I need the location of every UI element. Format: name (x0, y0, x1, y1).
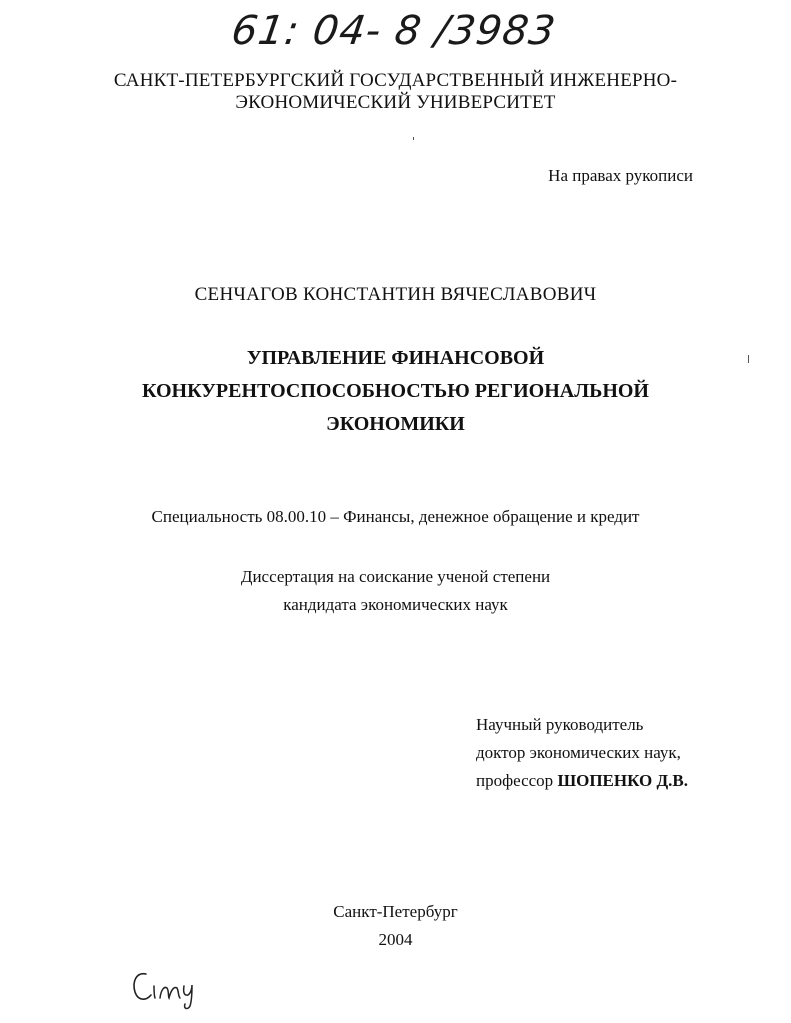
author-name: СЕНЧАГОВ КОНСТАНТИН ВЯЧЕСЛАВОВИЧ (194, 284, 597, 305)
year: 2004 (378, 930, 413, 949)
dissertation-title (0, 342, 791, 441)
supervisor-block (476, 711, 688, 795)
university-name (0, 70, 791, 114)
specialty: Специальность 08.00.10 – Финансы, денежное обращение и кредит (151, 507, 640, 526)
title-line-2: КОНКУРЕНТОСПОСОБНОСТЬЮ РЕГИОНАЛЬНОЙ (142, 380, 649, 402)
handwritten-signature (130, 968, 200, 1012)
place-and-year (0, 898, 791, 954)
supervisor-rank: профессор (476, 771, 558, 790)
rights-notice: На правах рукописи (548, 166, 693, 185)
scan-speck (413, 137, 414, 140)
supervisor-name: ШОПЕНКО Д.В. (557, 771, 689, 790)
scan-speck (748, 355, 749, 363)
university-name-line-1: САНКТ-ПЕТЕРБУРГСКИЙ ГОСУДАРСТВЕННЫЙ ИНЖЕНЕРНО- (113, 70, 678, 91)
degree-statement (0, 563, 791, 619)
handwritten-archive-code: 61: 04- 8 /3983 (228, 8, 559, 54)
university-name-line-2: ЭКОНОМИЧЕСКИЙ УНИВЕРСИТЕТ (235, 92, 556, 113)
title-line-1: УПРАВЛЕНИЕ ФИНАНСОВОЙ (246, 347, 545, 369)
degree-statement-line-2: кандидата экономических наук (283, 595, 508, 614)
supervisor-title-line (476, 767, 688, 795)
place: Санкт-Петербург (333, 902, 458, 921)
degree-statement-line-1: Диссертация на соискание ученой степени (240, 567, 551, 586)
title-line-3: ЭКОНОМИКИ (326, 413, 465, 435)
supervisor-degree: доктор экономических наук, (476, 743, 681, 762)
supervisor-label: Научный руководитель (476, 715, 644, 734)
